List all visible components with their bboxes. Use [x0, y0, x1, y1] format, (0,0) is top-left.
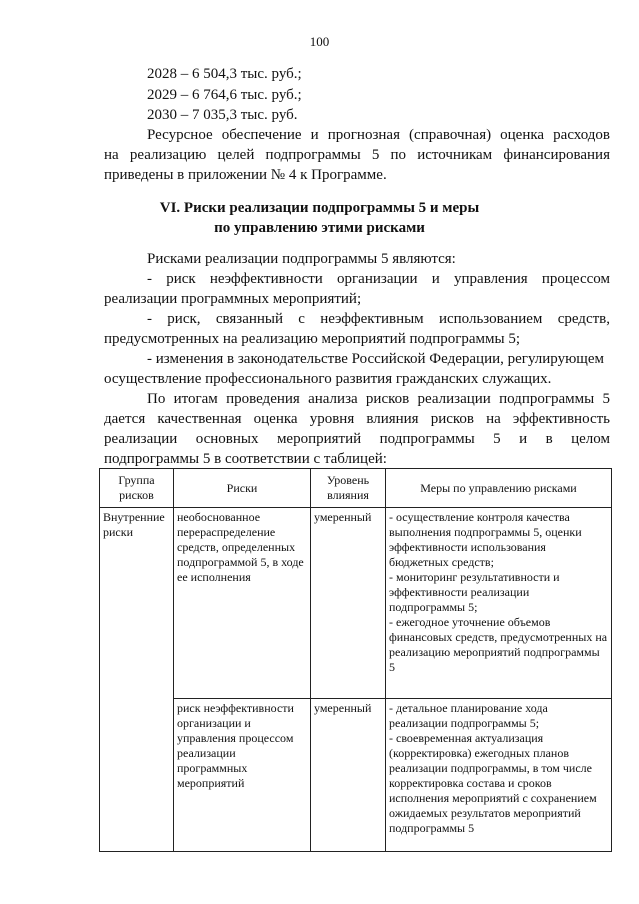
impact-level-cell: умеренный	[311, 508, 386, 699]
analysis-paragraph-line: По итогам проведения анализа рисков реализации подпрограммы 5	[147, 391, 610, 407]
table-row	[100, 508, 612, 699]
section-title: по управлению этими рисками	[214, 220, 425, 236]
header-impact-level: Уровень влияния	[311, 469, 386, 508]
risk-cell: риск неэффективности организации и управления процессом реализации программных мероприятий	[174, 699, 311, 852]
header-risk-group: Группа рисков	[100, 469, 174, 508]
resource-paragraph-line: приведены в приложении № 4 к Программе.	[104, 167, 387, 183]
analysis-paragraph-line: реализации основных мероприятий подпрограммы 5 и в целом	[104, 431, 610, 447]
measure-item: - осуществление контроля качества выполнения подпрограммы 5, оценки эффективности использования бюджетных средств;	[389, 510, 582, 569]
year-2028-line: 2028 – 6 504,3 тыс. руб.;	[147, 66, 302, 82]
impact-level-cell: умеренный	[311, 699, 386, 852]
header-measures: Меры по управлению рисками	[386, 469, 612, 508]
measures-cell	[386, 508, 612, 699]
measures-cell	[386, 699, 612, 852]
risk-item-line: осуществление профессионального развития гражданских служащих.	[104, 371, 552, 387]
risk-item-line: - риск, связанный с неэффективным использованием средств,	[147, 311, 610, 327]
table-header-row	[100, 469, 612, 508]
measure-item: - детальное планирование хода реализации подпрограммы 5;	[389, 701, 548, 730]
risk-item-line: - изменения в законодательстве Российской Федерации, регулирующем	[147, 351, 605, 367]
section-title: VI. Риски реализации подпрограммы 5 и меры	[159, 200, 480, 216]
risk-group-cell: Внутренние риски	[100, 508, 174, 852]
risk-item-line: предусмотренных на реализацию мероприятий подпрограммы 5;	[104, 331, 521, 347]
risk-item-line: реализации программных мероприятий;	[104, 291, 362, 307]
resource-paragraph-line: Ресурсное обеспечение и прогнозная (справочная) оценка расходов	[147, 127, 610, 143]
risk-item-line: - риск неэффективности организации и управления процессом	[147, 271, 610, 287]
analysis-paragraph-line: дается качественная оценка уровня влияния рисков на эффективность	[104, 411, 610, 427]
header-risks: Риски	[174, 469, 311, 508]
year-2029-line: 2029 – 6 764,6 тыс. руб.;	[147, 87, 302, 103]
table-row	[100, 699, 612, 852]
measure-item: - мониторинг результативности и эффективности реализации подпрограммы 5;	[389, 570, 560, 614]
measure-item: - своевременная актуализация (корректировка) ежегодных планов реализации подпрограммы, в том числе корректировка состава и сроков исполнения мероприятий с сохранением ожидаемых результатов мероприятий подпрограммы 5	[389, 731, 597, 835]
risk-cell: необоснованное перераспределение средств, определенных подпрограммой 5, в ходе ее исполнения	[174, 508, 311, 699]
analysis-paragraph-line: подпрограммы 5 в соответствии с таблицей:	[104, 451, 387, 467]
measure-item: - ежегодное уточнение объемов финансовых средств, предусмотренных на реализацию мероприятий подпрограммы 5	[389, 615, 608, 674]
resource-paragraph-line: на реализацию целей подпрограммы 5 по источникам финансирования	[104, 147, 610, 163]
risks-table	[99, 468, 612, 852]
page-number: 100	[309, 34, 330, 49]
risks-intro: Рисками реализации подпрограммы 5 являются:	[147, 251, 456, 267]
year-2030-line: 2030 – 7 035,3 тыс. руб.	[147, 107, 298, 123]
